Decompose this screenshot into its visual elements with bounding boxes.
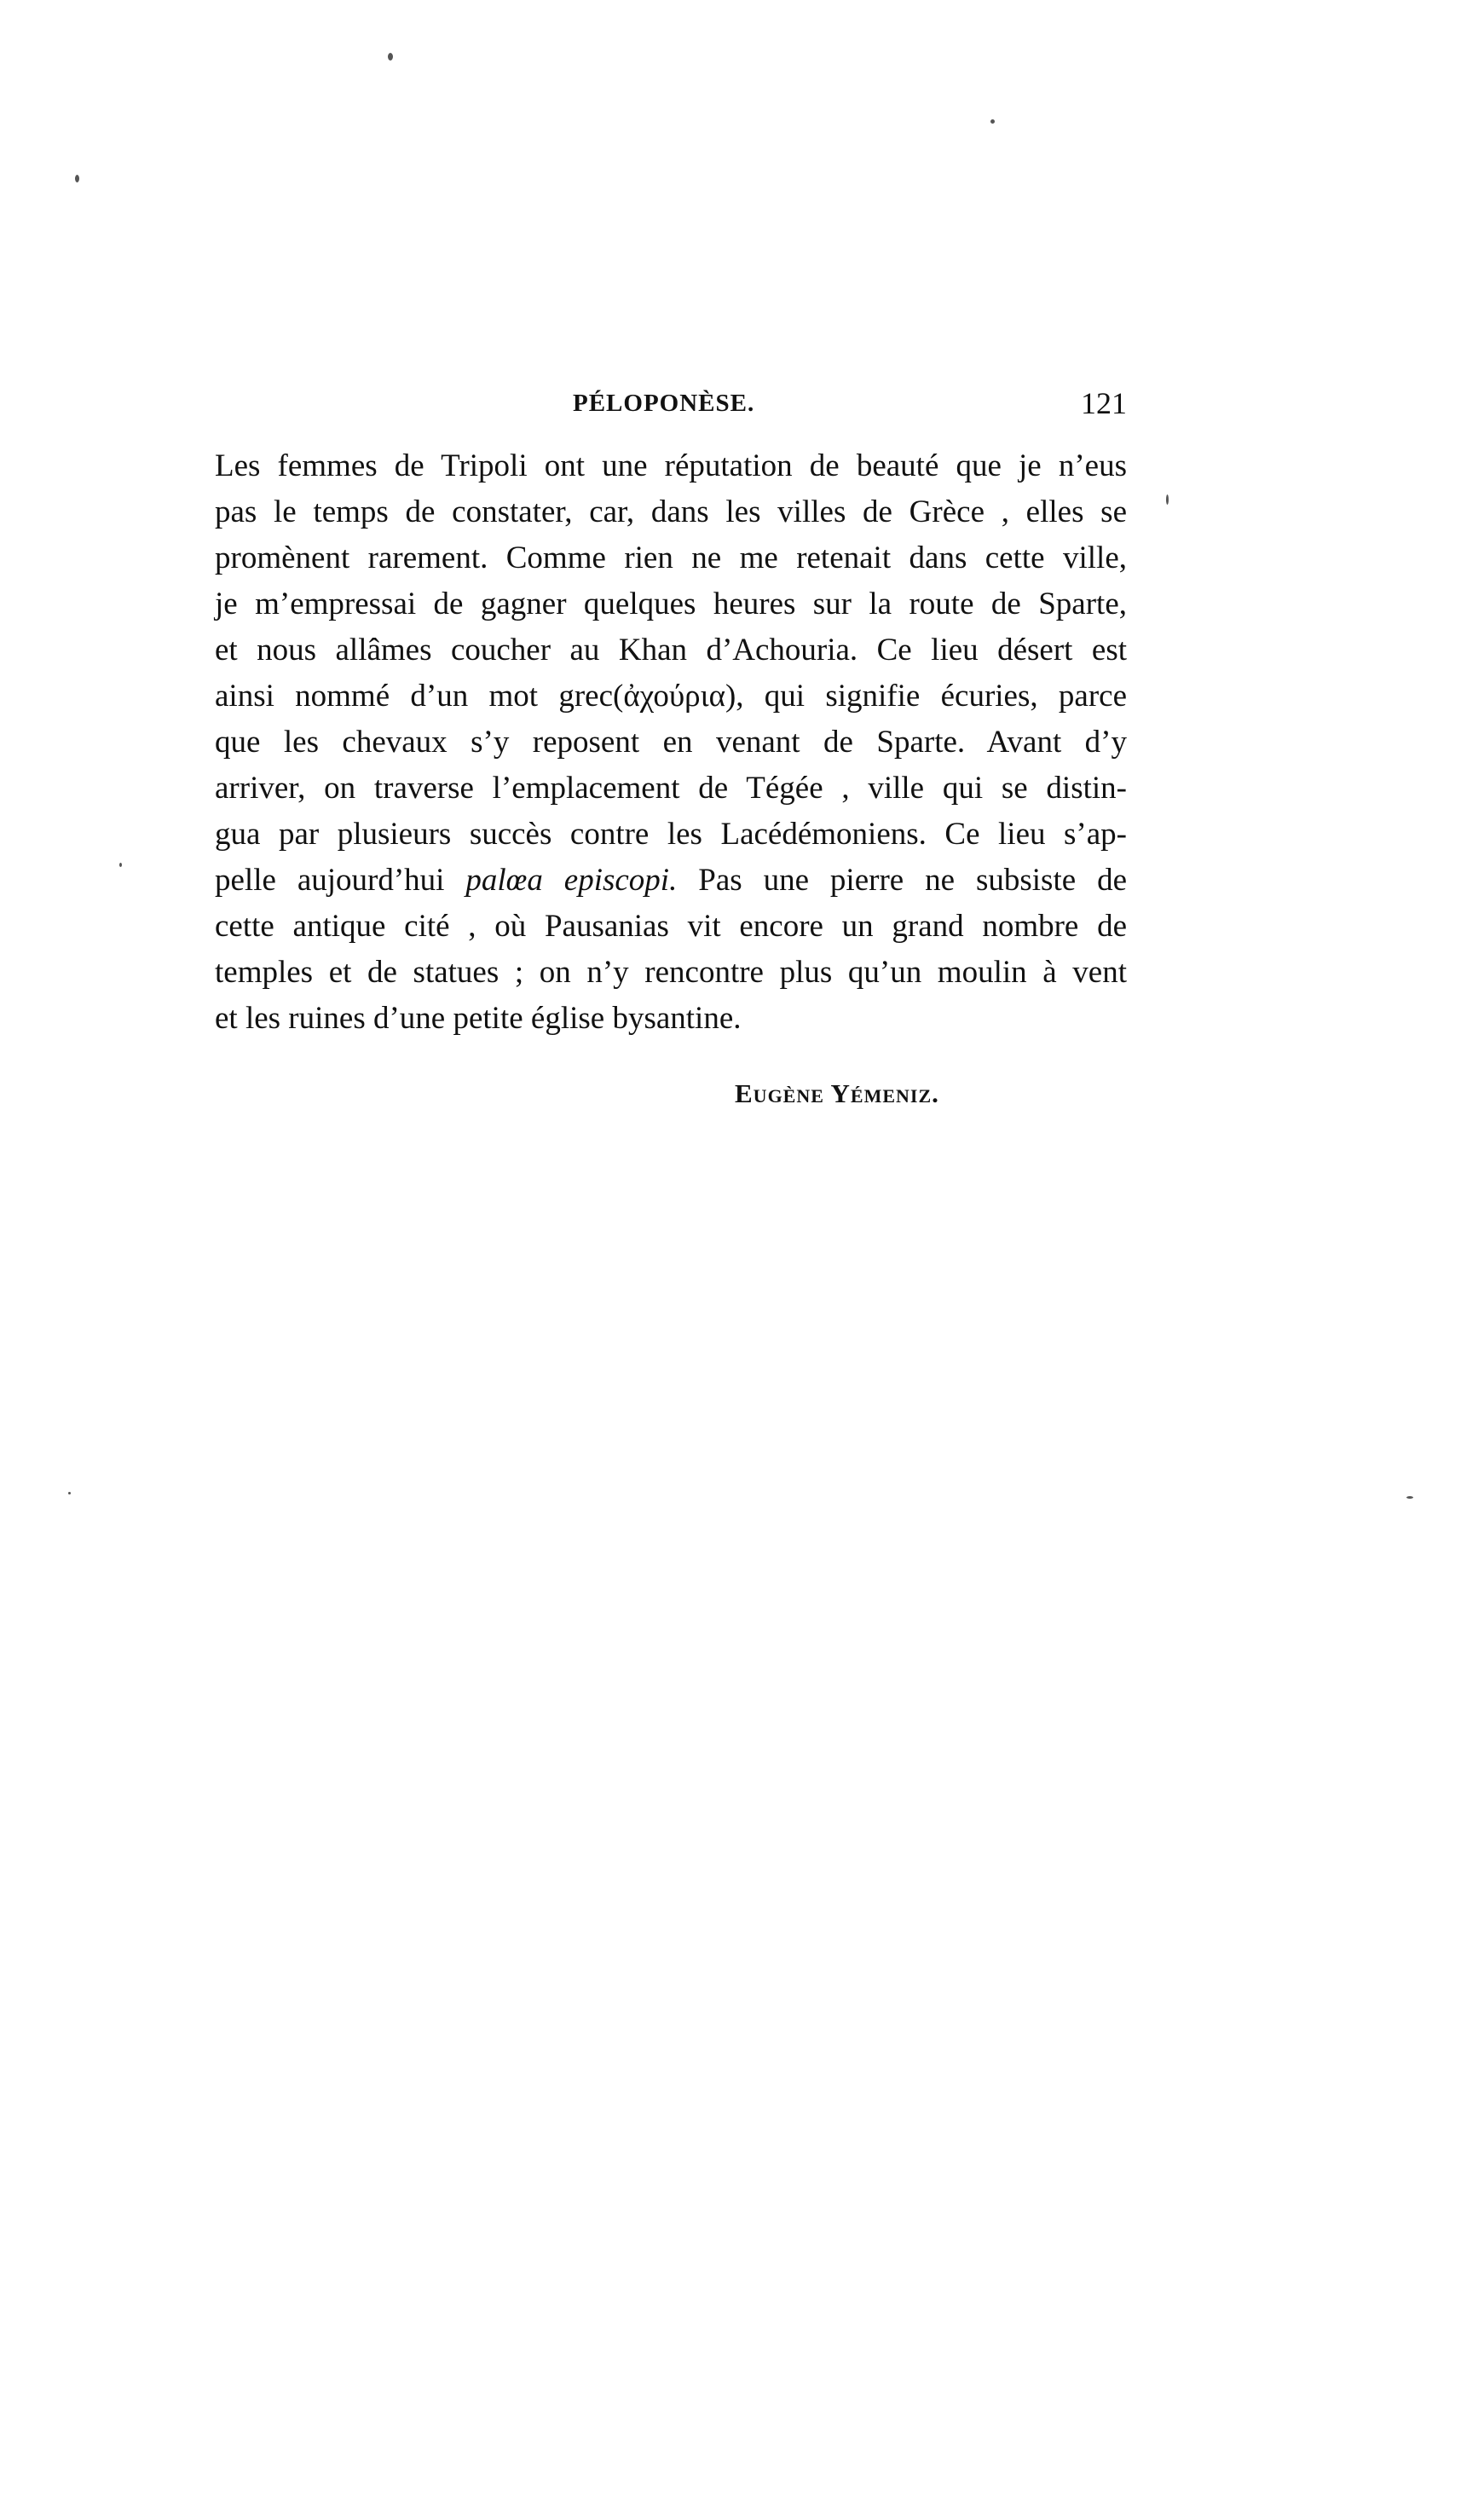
text-line: que les chevaux s’y reposent en venant de Sparte. Avant d’y [215,725,1127,760]
text-line: temples et de statues ; on n’y rencontre plus qu’un moulin à vent [215,955,1127,990]
text-line: gua par plusieurs succès contre les Lacédémoniens. Ce lieu s’ap- [215,817,1127,852]
text-line: promènent rarement. Comme rien ne me retenait dans cette ville, [215,540,1127,575]
text-line: Les femmes de Tripoli ont une réputation de beauté que je n’eus [215,448,1127,483]
text-line: cette antique cité , où Pausanias vit encore un grand nombre de [215,909,1127,944]
text-line-last: et les ruines d’une petite église bysantine. [215,1001,742,1036]
scan-speck [68,1492,71,1494]
text-line [215,858,1127,904]
text-segment: Pas une pierre ne subsiste de [677,863,1127,898]
text-line: ainsi nommé d’un mot grec(ἀχούρια), qui signifie écuries, parce [215,679,1127,714]
scan-speck [75,175,79,182]
page-number: 121 [1081,386,1127,420]
text-line: arriver, on traverse l’emplacement de Tégée , ville qui se distin- [215,771,1127,806]
italic-phrase: palœa episcopi. [465,863,678,898]
scan-speck [119,863,122,867]
scan-speck [990,119,995,124]
text-line: et nous allâmes coucher au Khan d’Achouria. Ce lieu désert est [215,633,1127,668]
running-title: PÉLOPONÈSE. [573,390,755,417]
text-line: je m’empressai de gagner quelques heures sur la route de Sparte, [215,587,1127,621]
text-line: pas le temps de constater, car, dans les villes de Grèce , elles se [215,494,1127,529]
body-paragraph [215,443,1127,1042]
author-signature: Eugène Yémeniz. [735,1078,939,1108]
text-segment: pelle aujourd’hui [215,863,466,898]
scan-speck [1166,494,1169,505]
scan-speck [1406,1496,1413,1499]
running-head [215,382,1127,425]
scan-speck [388,53,393,61]
